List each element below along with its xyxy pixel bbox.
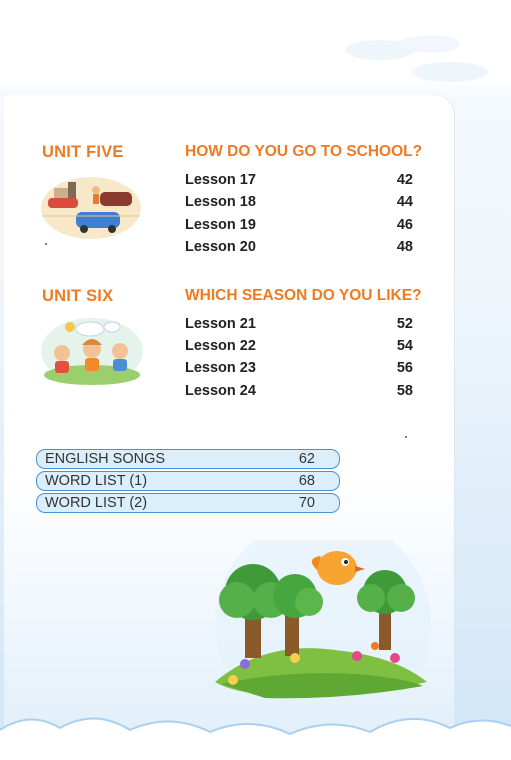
unit-six-title: UNIT SIX: [42, 287, 114, 305]
lesson-page: 56: [396, 360, 413, 376]
lesson-name: Lesson 21: [185, 316, 256, 332]
appendix-item-label: ENGLISH SONGS: [45, 451, 166, 467]
unit-five-title: UNIT FIVE: [42, 143, 124, 161]
appendix-item-english-songs[interactable]: [36, 449, 340, 469]
lesson-row: [185, 217, 413, 239]
appendix-item-page: 70: [298, 495, 315, 511]
print-speck: [45, 243, 47, 245]
unit-six-question: WHICH SEASON DO YOU LIKE?: [185, 287, 422, 304]
lesson-name: Lesson 19: [185, 217, 256, 233]
lesson-name: Lesson 18: [185, 194, 256, 210]
appendix-item-page: 62: [298, 451, 315, 467]
cloud-decoration-bottom: [0, 690, 511, 760]
lesson-name: Lesson 20: [185, 239, 256, 255]
unit-five-image: [40, 176, 142, 240]
lesson-row: [185, 239, 413, 261]
lesson-page: 46: [396, 217, 413, 233]
lesson-row: [185, 360, 413, 382]
lesson-row: [185, 383, 413, 405]
appendix-item-label: WORD LIST (2): [45, 495, 148, 511]
appendix-item-word-list-1[interactable]: [36, 471, 340, 491]
cloud-decoration-top: [340, 30, 490, 90]
unit-five-question: HOW DO YOU GO TO SCHOOL?: [185, 143, 423, 160]
print-speck: [405, 436, 407, 438]
lesson-row: [185, 194, 413, 216]
lesson-name: Lesson 24: [185, 383, 256, 399]
lesson-row: [185, 316, 413, 338]
lesson-page: 48: [396, 239, 413, 255]
lesson-row: [185, 172, 413, 194]
lesson-page: 54: [396, 338, 413, 354]
lesson-row: [185, 338, 413, 360]
appendix-item-word-list-2[interactable]: [36, 493, 340, 513]
lesson-page: 44: [396, 194, 413, 210]
lesson-name: Lesson 23: [185, 360, 256, 376]
lesson-page: 58: [396, 383, 413, 399]
lesson-page: 42: [396, 172, 413, 188]
appendix-item-page: 68: [298, 473, 315, 489]
lesson-name: Lesson 22: [185, 338, 256, 354]
lesson-name: Lesson 17: [185, 172, 256, 188]
appendix-item-label: WORD LIST (1): [45, 473, 148, 489]
lesson-page: 52: [396, 316, 413, 332]
island-illustration: [205, 540, 445, 700]
unit-six-image: [40, 315, 144, 385]
